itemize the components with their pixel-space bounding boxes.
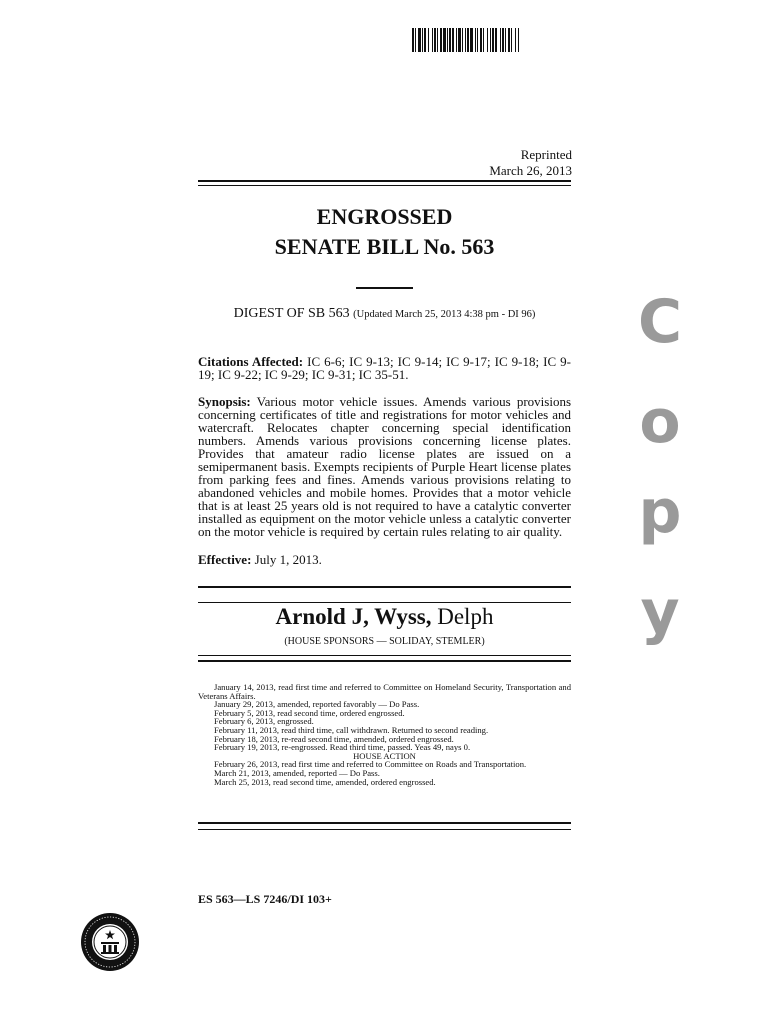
sponsor-rule-bottom-thick	[198, 660, 571, 662]
footer-rule-thick	[198, 822, 571, 824]
effective-text: July 1, 2013.	[254, 552, 322, 567]
footer-rule-thin	[198, 829, 571, 830]
senate-sponsors	[198, 604, 571, 630]
bill-title-line2: SENATE BILL No. 563	[274, 234, 495, 259]
sponsor-rule-bottom-thin	[198, 655, 571, 656]
barcode	[412, 28, 589, 52]
copy-watermark-letter: y	[640, 577, 680, 647]
senate-action-item: February 6, 2013, engrossed.	[214, 716, 314, 727]
legislative-history	[198, 683, 571, 786]
bill-document-id: ES 563—LS 7246/DI 103+	[198, 892, 332, 906]
digest-updated: (Updated March 25, 2013 4:38 pm - DI 96)	[353, 309, 536, 320]
house-action-item: March 25, 2013, read second time, amended, ordered engrossed.	[214, 776, 436, 787]
senate-action-item: February 18, 2013, re-read second time, amended, ordered engrossed.	[214, 733, 454, 744]
effective-label: Effective:	[198, 552, 252, 567]
digest-main: DIGEST OF SB 563	[233, 306, 350, 321]
digest-heading	[198, 306, 571, 322]
sponsor-rule-top-thick	[198, 586, 571, 588]
copy-watermark-letter: p	[638, 477, 682, 547]
citations-text: IC 6-6; IC 9-13; IC 9-14; IC 9-17; IC 9-18; IC 9-19; IC 9-22; IC 9-29; IC 9-31; IC 35-51.	[198, 354, 571, 382]
sponsors-plain: Delph	[437, 604, 494, 629]
citations-affected	[198, 355, 571, 381]
reprinted-label: Reprinted	[520, 147, 572, 162]
sponsors-bold: Arnold J, Wyss,	[275, 604, 432, 629]
state-seal-icon	[80, 912, 140, 972]
senate-action-item: February 11, 2013, read third time, call withdrawn. Returned to second reading.	[214, 724, 489, 735]
reprint-notice	[400, 147, 572, 179]
citations-label: Citations Affected:	[198, 354, 304, 369]
house-action-heading: HOUSE ACTION	[353, 750, 416, 761]
house-sponsors: (HOUSE SPONSORS — SOLIDAY, STEMLER)	[284, 636, 485, 647]
copy-watermark-letter: C	[637, 287, 683, 357]
bill-title-line1: ENGROSSED	[316, 204, 453, 229]
effective-date	[198, 553, 571, 566]
house-action-item: February 26, 2013, read first time and referred to Committee on Roads and Transportation.	[214, 759, 527, 770]
synopsis	[198, 395, 571, 538]
senate-action-item: January 29, 2013, amended, reported favorably — Do Pass.	[214, 699, 420, 710]
synopsis-text: Various motor vehicle issues. Amends various provisions concerning certificates of title and registrations for motor vehicles and watercraft. Relocates chapter concerning special identification numbers. Amends various provisions concerning license plates. Provides that amateur radio license plates are issued on a semipermanent basis. Exempts recipients of Purple Heart license plates from parking fees and fines. Amends various provisions relating to abandoned vehicles and mobile homes. Provides that a motor vehicle that is at least 25 years old is not required to have a catalytic converter installed as equipment on the motor vehicle unless a catalytic converter on the motor vehicle is required by certain rules relating to air quality.	[198, 394, 572, 539]
header-rule-thin	[198, 185, 571, 186]
sponsor-rule-top-thin	[198, 602, 571, 603]
synopsis-label: Synopsis:	[198, 394, 251, 409]
senate-action-item: January 14, 2013, read first time and referred to Committee on Homeland Security, Transportation and Veterans Affairs.	[198, 682, 571, 701]
header-rule-thick	[198, 180, 571, 182]
copy-watermark-letter: o	[639, 387, 681, 457]
senate-action-item: February 19, 2013, re-engrossed. Read third time, passed. Yeas 49, nays 0.	[214, 742, 471, 753]
senate-action-item: February 5, 2013, read second time, ordered engrossed.	[214, 707, 405, 718]
title-divider	[356, 287, 413, 289]
house-action-item: March 21, 2013, amended, reported — Do Pass.	[214, 767, 380, 778]
reprinted-date: March 26, 2013	[489, 163, 572, 178]
